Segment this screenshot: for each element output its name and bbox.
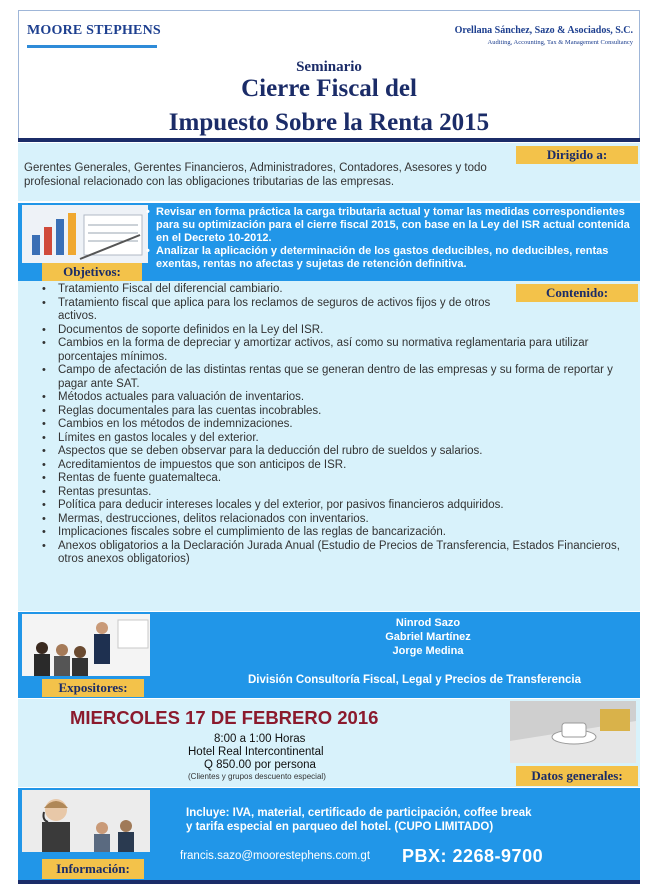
incluye-line: Incluye: IVA, material, certificado de participación, coffee break xyxy=(186,807,532,819)
phone-number[interactable]: PBX: 2268-9700 xyxy=(402,846,544,866)
contenido-item: • Mermas, destrucciones, delitos relacionados con inventarios. xyxy=(40,513,630,527)
finance-chart-image xyxy=(22,205,148,263)
expositores-label: Expositores: xyxy=(42,679,144,697)
contenido-item: • Límites en gastos locales y del exterior. xyxy=(40,432,630,446)
contenido-item: • Tratamiento fiscal que aplica para los reclamos de seguros de activos fijos y de otros activos. xyxy=(40,297,510,324)
title-line-2: Impuesto Sobre la Renta 2015 xyxy=(168,109,490,136)
speaker-name: Ninrod Sazo xyxy=(395,617,461,629)
contenido-label: Contenido: xyxy=(516,284,638,302)
contenido-item: • Rentas presuntas. xyxy=(40,486,630,500)
dirigido-text: Gerentes Generales, Gerentes Financieros, Administradores, Contadores, Asesores y todo profesional relacionado con las obligaciones tributarias de las empresas. xyxy=(24,162,487,188)
objetivo-item: • Analizar la aplicación y determinación de los gastos deducibles, no deducibles, rentas exentas, rentas no afectas y sujetas de retención definitiva. xyxy=(146,245,636,271)
speaker-name: Gabriel Martínez xyxy=(385,631,471,643)
logo-underline xyxy=(27,45,157,48)
contenido-item: • Cambios en la forma de depreciar y amortizar activos, así como su normativa reglamentaria para utilizar porcentajes mínimos. xyxy=(40,337,630,364)
incluye-text xyxy=(186,806,626,834)
dirigido-label: Dirigido a: xyxy=(516,146,638,164)
event-hours: 8:00 a 1:00 Horas xyxy=(214,733,306,745)
objetivos-label: Objetivos: xyxy=(42,263,142,281)
flyer-header xyxy=(18,10,640,140)
contenido-item: • Campo de afectación de las distintas rentas que se generan dentro de las empresas y su forma de reportar y pagar ante SAT. xyxy=(40,364,630,391)
contenido-item: • Reglas documentales para las cuentas incobrables. xyxy=(40,405,630,419)
discount-note: (Clientes y grupos descuento especial) xyxy=(188,772,326,781)
header-divider xyxy=(18,138,640,142)
coffee-cup-image xyxy=(510,701,636,763)
contenido-item: • Rentas de fuente guatemalteca. xyxy=(40,472,630,486)
contenido-item: • Aspectos que se deben observar para la deducción del rubro de sueldos y salarios. xyxy=(40,445,630,459)
contenido-item: • Tratamiento Fiscal del diferencial cambiario. xyxy=(40,283,630,297)
speaker-names xyxy=(318,616,538,658)
footer-divider xyxy=(18,880,640,884)
call-center-photo xyxy=(22,790,150,852)
moore-stephens-logo: MOORE STEPHENS xyxy=(27,23,161,38)
objetivo-item: • Revisar en forma práctica la carga tributaria actual y tomar las medidas correspondientes para su optimización para el cierre fiscal 2015, con base en la Ley del ISR actual contenida en el Decreto 10-2012. xyxy=(146,206,636,245)
contenido-item: • Métodos actuales para valuación de inventarios. xyxy=(40,391,630,405)
division-name: División Consultoría Fiscal, Legal y Precios de Transferencia xyxy=(248,674,581,686)
seminar-label: Seminario xyxy=(296,59,362,75)
contenido-item: • Cambios en los métodos de indemnizaciones. xyxy=(40,418,630,432)
objetivos-list xyxy=(146,206,636,271)
informacion-label: Información: xyxy=(42,859,144,879)
firm-name: Orellana Sánchez, Sazo & Asociados, S.C. xyxy=(454,25,633,36)
contact-email-link[interactable]: francis.sazo@moorestephens.com.gt xyxy=(180,850,371,862)
presenter-photo xyxy=(22,614,150,676)
incluye-line: y tarifa especial en parqueo del hotel. (CUPO LIMITADO) xyxy=(186,821,494,833)
event-venue: Hotel Real Intercontinental xyxy=(188,746,324,758)
contenido-item: • Anexos obligatorios a la Declaración Jurada Anual (Estudio de Precios de Transferencia, Estados Financieros, otros anexos obligatorios) xyxy=(40,540,630,567)
title-line-1: Cierre Fiscal del xyxy=(241,75,417,102)
contenido-item: • Documentos de soporte definidos en la Ley del ISR. xyxy=(40,324,630,338)
contenido-item: • Acreditamientos de impuestos que son anticipos de ISR. xyxy=(40,459,630,473)
event-date: MIERCOLES 17 DE FEBRERO 2016 xyxy=(70,707,379,728)
contenido-item: • Implicaciones fiscales sobre el cumplimiento de las reglas de bancarización. xyxy=(40,526,630,540)
contenido-list xyxy=(40,283,630,567)
contenido-section xyxy=(18,281,640,611)
datos-generales-label: Datos generales: xyxy=(516,766,638,786)
contenido-item: • Política para deducir intereses locales y del exterior, por pasivos financieros adquiridos. xyxy=(40,499,630,513)
event-price: Q 850.00 por persona xyxy=(204,759,316,771)
speaker-name: Jorge Medina xyxy=(392,645,464,657)
firm-subtitle: Auditing, Accounting, Tax & Management Consultancy xyxy=(487,39,633,46)
